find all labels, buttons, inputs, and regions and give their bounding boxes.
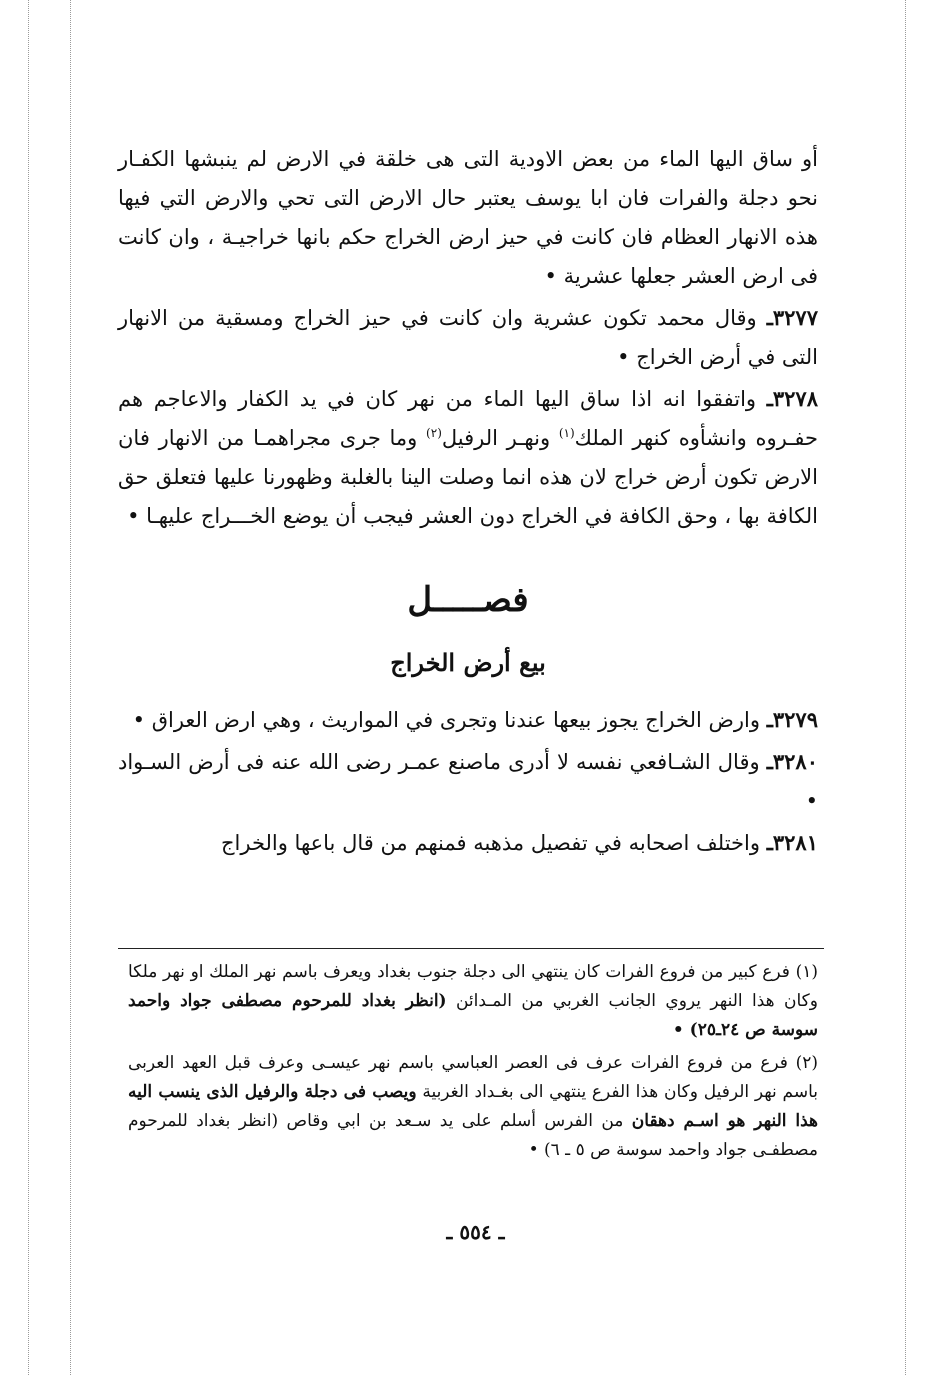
paragraph-intro-text: أو ساق اليها الماء من بعض الاودية التى هى خلقة في الارض لم ينبشها الكفـار نحو دجلة والفرات فان ابا يوسف يعتبر حال الارض التى تحي والارض التي فيها هذه الانهار العظام فان كانت في حيز ارض الخراج حكم بانها خراجيـة ، وان كانت فى ارض العشر جعلها عشرية •: [118, 147, 818, 288]
footnotes: [128, 958, 818, 1169]
paragraph-3280: [118, 742, 818, 821]
paragraph-text: وقال الشـافعي نفسه لا أدرى ماصنع عمـر رضى الله عنه فى أرض السـواد •: [118, 750, 818, 813]
paragraph-number: ٣٢٨٠ـ: [766, 749, 818, 774]
paragraph-text: واتفقوا انه اذا ساق اليها الماء من نهر كان في يد الكفار والاعاجم هم حفـروه وانشأوه كنهر الملك: [118, 387, 818, 450]
footnote-divider: [118, 948, 824, 949]
footnote-ref-2[interactable]: (٢): [426, 426, 442, 440]
footnote-text: فرع من فروع الفرات عرف فى العصر العباسي باسم نهر عيسـى وعرف قبل العهد العربى باسم نهر الرفيل وكان هذا الفرع ينتهي الى بغـداد الغربية: [128, 1053, 818, 1102]
page-number: ـ ٥٥٤ ـ: [446, 1220, 505, 1244]
footnote-2: [128, 1049, 818, 1165]
paragraph-number: ٣٢٧٩ـ: [766, 707, 818, 732]
footnote-reference: (انظر بغداد للمرحوم مصطفى جواد واحمد سوسة ص ٢٤ـ٢٥) •: [128, 991, 818, 1040]
footnote-label: (٢): [795, 1053, 818, 1073]
scan-dotted-line-left: [28, 0, 29, 1375]
paragraph-number: ٣٢٧٧ـ: [766, 305, 818, 330]
footnote-bold-text: ويصب فى دجلة والرفيل الذى ينسب اليه هذا النهر هو اسـم دهقان: [128, 1082, 818, 1131]
footnote-label: (١): [795, 962, 818, 982]
paragraph-3278: [118, 379, 818, 536]
paragraph-3279: [118, 700, 818, 740]
section-subtitle: بيع أرض الخراج: [390, 648, 546, 677]
paragraph-text: وقال محمد تكون عشرية وان كانت في حيز الخراج ومسقية من الانهار التى في أرض الخراج •: [118, 306, 818, 369]
section-title: فصـــــل: [407, 580, 529, 620]
paragraph-text: ونهـر الرفيل: [441, 426, 551, 450]
page-body: [118, 140, 818, 863]
paragraph-intro: [118, 140, 818, 296]
paragraph-text: واختلف اصحابه في تفصيل مذهبه فمنهم من قال باعها والخراج: [220, 831, 761, 855]
paragraph-number: ٣٢٧٨ـ: [766, 386, 818, 411]
paragraph-text: وارض الخراج يجوز بيعها عندنا وتجرى في المواريث ، وهي ارض العراق •: [132, 708, 761, 732]
scan-dotted-line-right: [905, 0, 906, 1375]
paragraph-3277: [118, 298, 818, 377]
paragraph-3281: [118, 823, 818, 863]
paragraph-text: وما جرى مجراهمـا من الانهار فان الارض تكون أرض خراج لان هذه انما وصلت الينا بالغلبة وظهورنا عليها فتعلق حق الكافة بها ، وحق الكافة في الخراج دون العشر فيجب أن يوضع الخـــراج عليهـا •: [118, 426, 818, 528]
footnote-ref-1[interactable]: (١): [558, 426, 575, 440]
scan-dotted-line-left-2: [70, 0, 71, 1375]
paragraph-number: ٣٢٨١ـ: [766, 830, 818, 855]
footnote-1: [128, 958, 818, 1045]
footnote-text: فرع كبير من فروع الفرات كان ينتهي الى دجلة جنوب بغداد ويعرف باسم نهر الملك او نهر ملكا وكان هذا النهر يروي الجانب الغربي من المـدائن: [128, 962, 818, 1011]
footnote-text: من الفرس أسلم على يد سـعد بن ابي وقاص (انظر بغداد للمرحوم مصطفـى جواد واحمد سوسة ص ٥ ـ ٦) •: [128, 1111, 818, 1160]
